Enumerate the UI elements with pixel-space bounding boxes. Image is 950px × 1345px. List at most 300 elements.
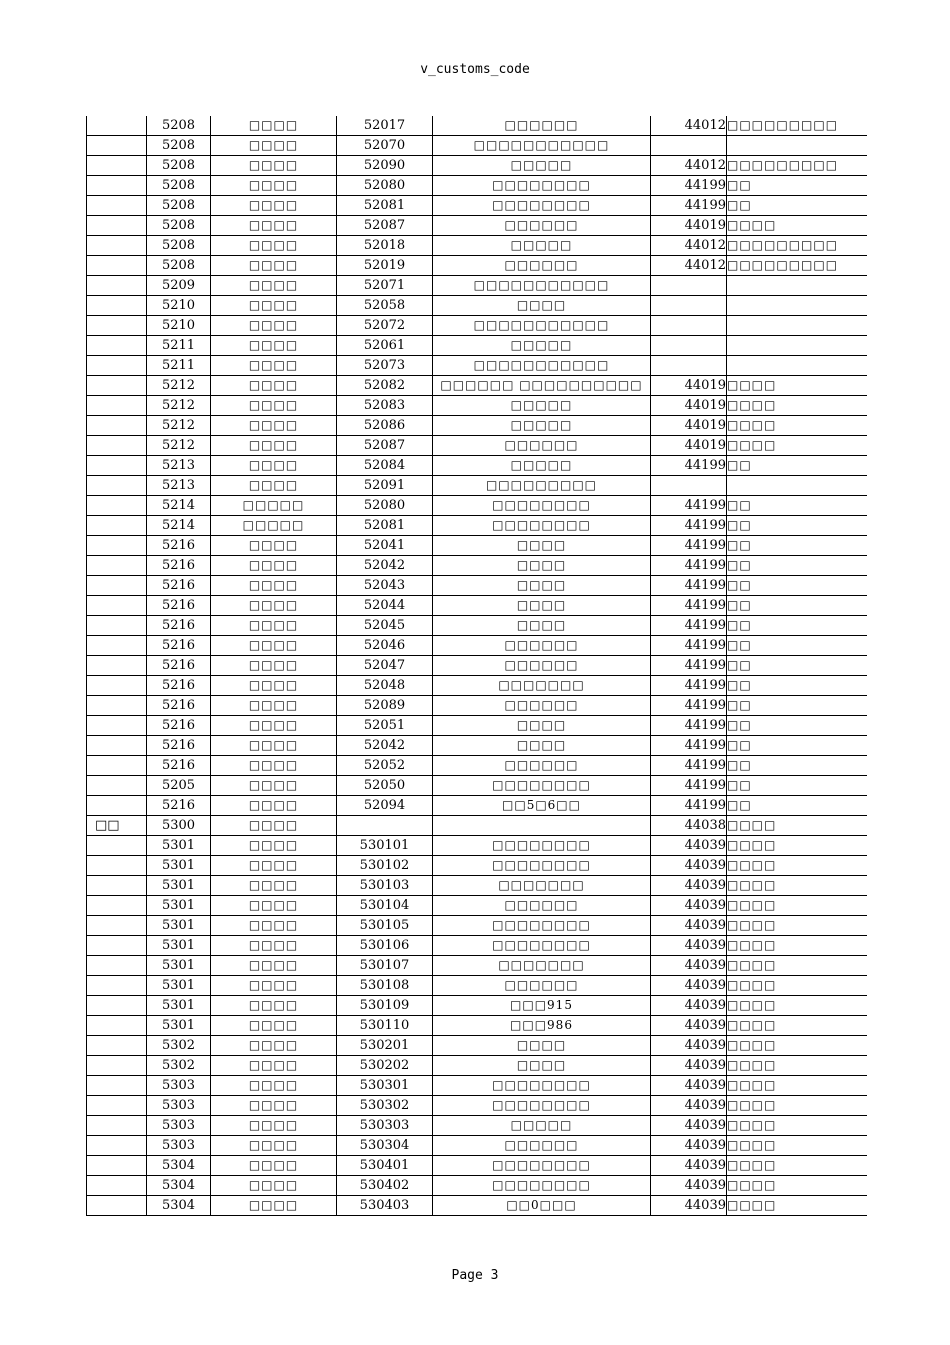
table-row: [87, 876, 868, 896]
category-cell: □□□□: [211, 956, 337, 976]
group-cell: [87, 1036, 147, 1056]
item-code-cell: 52052: [337, 756, 433, 776]
code-cell: 5210: [147, 316, 211, 336]
customs-code-cell: 44199: [651, 576, 727, 596]
customs-code-cell: 44039: [651, 916, 727, 936]
table-row: [87, 616, 868, 636]
group-cell: [87, 116, 147, 136]
customs-code-cell: 44039: [651, 876, 727, 896]
customs-name-cell: □□□□: [727, 1156, 868, 1176]
table-body: [87, 116, 868, 1216]
table-row: [87, 696, 868, 716]
customs-code-cell: 44039: [651, 956, 727, 976]
customs-name-cell: □□□□: [727, 916, 868, 936]
customs-name-cell: □□: [727, 496, 868, 516]
customs-name-cell: □□□□: [727, 1176, 868, 1196]
customs-name-cell: [727, 296, 868, 316]
category-cell: □□□□: [211, 116, 337, 136]
category-cell: □□□□: [211, 336, 337, 356]
table-row: [87, 216, 868, 236]
description-cell: □□0□□□: [433, 1196, 651, 1216]
group-cell: [87, 716, 147, 736]
table-row: [87, 156, 868, 176]
category-cell: □□□□: [211, 436, 337, 456]
code-cell: 5301: [147, 956, 211, 976]
code-cell: 5208: [147, 196, 211, 216]
customs-code-cell: 44039: [651, 856, 727, 876]
category-cell: □□□□: [211, 616, 337, 636]
item-code-cell: 52017: [337, 116, 433, 136]
customs-code-cell: 44199: [651, 616, 727, 636]
description-cell: □□□□□□□□□: [433, 476, 651, 496]
code-cell: 5303: [147, 1076, 211, 1096]
category-cell: □□□□: [211, 1096, 337, 1116]
group-cell: [87, 836, 147, 856]
category-cell: □□□□: [211, 1016, 337, 1036]
group-cell: [87, 296, 147, 316]
code-cell: 5216: [147, 656, 211, 676]
item-code-cell: 52018: [337, 236, 433, 256]
customs-code-cell: 44012: [651, 236, 727, 256]
code-cell: 5210: [147, 296, 211, 316]
category-cell: □□□□: [211, 316, 337, 336]
item-code-cell: 52081: [337, 196, 433, 216]
table-row: [87, 656, 868, 676]
item-code-cell: 530107: [337, 956, 433, 976]
table-row: [87, 236, 868, 256]
group-cell: [87, 276, 147, 296]
customs-code-cell: 44199: [651, 796, 727, 816]
table-row: [87, 1036, 868, 1056]
description-cell: □□□□□: [433, 156, 651, 176]
category-cell: □□□□: [211, 416, 337, 436]
customs-code-cell: 44039: [651, 1016, 727, 1036]
customs-name-cell: □□□□: [727, 1096, 868, 1116]
item-code-cell: 530108: [337, 976, 433, 996]
code-cell: 5208: [147, 116, 211, 136]
group-cell: [87, 876, 147, 896]
table-row: [87, 556, 868, 576]
table-row: [87, 496, 868, 516]
customs-name-cell: □□□□□□□□□: [727, 256, 868, 276]
item-code-cell: 530304: [337, 1136, 433, 1156]
description-cell: □□□□□: [433, 1116, 651, 1136]
table-row: [87, 576, 868, 596]
page-number: Page 3: [451, 1268, 499, 1283]
code-cell: 5216: [147, 576, 211, 596]
category-cell: □□□□: [211, 696, 337, 716]
code-cell: 5208: [147, 236, 211, 256]
group-cell: [87, 496, 147, 516]
group-cell: [87, 736, 147, 756]
category-cell: □□□□: [211, 556, 337, 576]
item-code-cell: 52071: [337, 276, 433, 296]
customs-code-cell: 44199: [651, 656, 727, 676]
customs-code-cell: [651, 336, 727, 356]
description-cell: □□□□□□□□: [433, 776, 651, 796]
item-code-cell: 530202: [337, 1056, 433, 1076]
customs-code-cell: 44199: [651, 536, 727, 556]
description-cell: □□□□□□□□: [433, 936, 651, 956]
category-cell: □□□□: [211, 1156, 337, 1176]
table-row: [87, 1196, 868, 1216]
table-row: [87, 896, 868, 916]
item-code-cell: 530302: [337, 1096, 433, 1116]
category-cell: □□□□: [211, 896, 337, 916]
item-code-cell: 52087: [337, 216, 433, 236]
table-row: [87, 416, 868, 436]
customs-code-cell: [651, 136, 727, 156]
description-cell: □□□□□□: [433, 696, 651, 716]
customs-name-cell: □□□□: [727, 996, 868, 1016]
table-row: [87, 1096, 868, 1116]
group-cell: [87, 756, 147, 776]
customs-code-cell: 44199: [651, 556, 727, 576]
customs-name-cell: □□: [727, 456, 868, 476]
customs-code-cell: 44199: [651, 496, 727, 516]
group-cell: [87, 636, 147, 656]
table-row: [87, 936, 868, 956]
customs-name-cell: □□□□□□□□□: [727, 236, 868, 256]
table-row: [87, 276, 868, 296]
category-cell: □□□□: [211, 356, 337, 376]
category-cell: □□□□: [211, 736, 337, 756]
category-cell: □□□□: [211, 676, 337, 696]
description-cell: □□□□□□: [433, 636, 651, 656]
item-code-cell: 52041: [337, 536, 433, 556]
description-cell: □□□□□: [433, 416, 651, 436]
item-code-cell: 52043: [337, 576, 433, 596]
table-row: [87, 1156, 868, 1176]
item-code-cell: 52094: [337, 796, 433, 816]
group-cell: [87, 1136, 147, 1156]
customs-name-cell: □□□□: [727, 936, 868, 956]
description-cell: □□□□□□: [433, 896, 651, 916]
item-code-cell: 530201: [337, 1036, 433, 1056]
item-code-cell: 52042: [337, 556, 433, 576]
category-cell: □□□□: [211, 536, 337, 556]
code-cell: 5211: [147, 336, 211, 356]
table-row: [87, 176, 868, 196]
description-cell: □□□□□□ □□□□□□□□□□: [433, 376, 651, 396]
item-code-cell: 52051: [337, 716, 433, 736]
code-cell: 5216: [147, 716, 211, 736]
code-cell: 5209: [147, 276, 211, 296]
code-cell: 5301: [147, 856, 211, 876]
customs-name-cell: □□□□: [727, 1116, 868, 1136]
group-cell: [87, 336, 147, 356]
customs-code-cell: 44199: [651, 596, 727, 616]
group-cell: [87, 316, 147, 336]
code-cell: 5216: [147, 636, 211, 656]
customs-code-cell: 44199: [651, 636, 727, 656]
category-cell: □□□□□: [211, 516, 337, 536]
code-cell: 5216: [147, 736, 211, 756]
item-code-cell: 530109: [337, 996, 433, 1016]
customs-code-cell: 44019: [651, 436, 727, 456]
code-cell: 5216: [147, 796, 211, 816]
table-row: [87, 1116, 868, 1136]
group-cell: [87, 196, 147, 216]
description-cell: □□□□□□□□: [433, 516, 651, 536]
group-cell: [87, 1016, 147, 1036]
customs-name-cell: □□: [727, 536, 868, 556]
customs-name-cell: □□: [727, 556, 868, 576]
description-cell: □□□□□□: [433, 756, 651, 776]
code-cell: 5303: [147, 1116, 211, 1136]
customs-code-cell: 44199: [651, 716, 727, 736]
category-cell: □□□□: [211, 1036, 337, 1056]
group-cell: □□: [87, 816, 147, 836]
customs-code-cell: 44199: [651, 516, 727, 536]
customs-name-cell: □□□□: [727, 1016, 868, 1036]
code-cell: 5216: [147, 616, 211, 636]
customs-code-cell: 44038: [651, 816, 727, 836]
table-row: [87, 796, 868, 816]
code-cell: 5212: [147, 396, 211, 416]
customs-name-cell: □□: [727, 576, 868, 596]
category-cell: □□□□: [211, 1176, 337, 1196]
group-cell: [87, 416, 147, 436]
description-cell: □□□□□: [433, 236, 651, 256]
customs-name-cell: □□: [727, 596, 868, 616]
item-code-cell: 52044: [337, 596, 433, 616]
customs-code-cell: 44012: [651, 156, 727, 176]
customs-code-cell: [651, 356, 727, 376]
table-row: [87, 256, 868, 276]
category-cell: □□□□: [211, 756, 337, 776]
group-cell: [87, 956, 147, 976]
code-cell: 5302: [147, 1056, 211, 1076]
table-row: [87, 376, 868, 396]
code-cell: 5214: [147, 516, 211, 536]
category-cell: □□□□: [211, 256, 337, 276]
item-code-cell: 52058: [337, 296, 433, 316]
category-cell: □□□□: [211, 236, 337, 256]
group-cell: [87, 996, 147, 1016]
customs-name-cell: □□: [727, 616, 868, 636]
description-cell: □□□□□□□□: [433, 176, 651, 196]
table-row: [87, 1016, 868, 1036]
code-cell: 5301: [147, 976, 211, 996]
group-cell: [87, 916, 147, 936]
customs-code-cell: 44039: [651, 1176, 727, 1196]
category-cell: □□□□: [211, 396, 337, 416]
code-cell: 5216: [147, 676, 211, 696]
description-cell: □□□□□□□□: [433, 496, 651, 516]
code-cell: 5301: [147, 916, 211, 936]
customs-code-cell: 44039: [651, 1136, 727, 1156]
customs-name-cell: □□□□: [727, 836, 868, 856]
category-cell: □□□□: [211, 916, 337, 936]
customs-code-cell: [651, 276, 727, 296]
code-cell: 5301: [147, 996, 211, 1016]
item-code-cell: 530101: [337, 836, 433, 856]
description-cell: □□□□□□: [433, 656, 651, 676]
customs-code-cell: [651, 316, 727, 336]
category-cell: □□□□: [211, 936, 337, 956]
item-code-cell: 52083: [337, 396, 433, 416]
code-cell: 5301: [147, 896, 211, 916]
group-cell: [87, 796, 147, 816]
item-code-cell: 52086: [337, 416, 433, 436]
item-code-cell: 530105: [337, 916, 433, 936]
customs-name-cell: □□: [727, 696, 868, 716]
customs-code-cell: 44039: [651, 996, 727, 1016]
item-code-cell: 52019: [337, 256, 433, 276]
group-cell: [87, 976, 147, 996]
item-code-cell: 530102: [337, 856, 433, 876]
customs-name-cell: □□: [727, 196, 868, 216]
group-cell: [87, 596, 147, 616]
table-row: [87, 316, 868, 336]
code-cell: 5301: [147, 876, 211, 896]
description-cell: □□□□: [433, 1036, 651, 1056]
group-cell: [87, 536, 147, 556]
customs-name-cell: □□□□: [727, 1056, 868, 1076]
item-code-cell: 530110: [337, 1016, 433, 1036]
description-cell: □□□□□□□□: [433, 856, 651, 876]
customs-name-cell: □□□□: [727, 216, 868, 236]
description-cell: □□□□□□□□: [433, 836, 651, 856]
description-cell: □□□□□: [433, 396, 651, 416]
table-row: [87, 296, 868, 316]
item-code-cell: 52081: [337, 516, 433, 536]
description-cell: □□□□□□□□□□□: [433, 276, 651, 296]
customs-code-cell: 44199: [651, 196, 727, 216]
category-cell: □□□□: [211, 836, 337, 856]
group-cell: [87, 1116, 147, 1136]
customs-code-cell: 44039: [651, 1196, 727, 1216]
customs-name-cell: □□: [727, 516, 868, 536]
item-code-cell: 52042: [337, 736, 433, 756]
customs-code-cell: 44199: [651, 696, 727, 716]
description-cell: □□□□□□: [433, 256, 651, 276]
customs-code-cell: 44039: [651, 836, 727, 856]
customs-name-cell: [727, 136, 868, 156]
category-cell: □□□□: [211, 476, 337, 496]
code-cell: 5304: [147, 1176, 211, 1196]
customs-name-cell: □□□□: [727, 816, 868, 836]
item-code-cell: 52047: [337, 656, 433, 676]
customs-name-cell: □□□□□□□□□: [727, 156, 868, 176]
customs-name-cell: □□□□: [727, 956, 868, 976]
description-cell: □□□□□□□□□□□: [433, 136, 651, 156]
description-cell: □□□□: [433, 616, 651, 636]
code-cell: 5208: [147, 256, 211, 276]
category-cell: □□□□: [211, 456, 337, 476]
group-cell: [87, 216, 147, 236]
description-cell: □□□□: [433, 596, 651, 616]
customs-code-cell: [651, 296, 727, 316]
customs-name-cell: □□□□: [727, 1136, 868, 1156]
code-cell: 5208: [147, 136, 211, 156]
category-cell: □□□□: [211, 276, 337, 296]
description-cell: □□□□□□□□: [433, 1156, 651, 1176]
customs-code-cell: 44039: [651, 1096, 727, 1116]
customs-name-cell: [727, 476, 868, 496]
table-row: [87, 116, 868, 136]
category-cell: □□□□: [211, 996, 337, 1016]
category-cell: □□□□: [211, 1196, 337, 1216]
customs-name-cell: □□□□□□□□□: [727, 116, 868, 136]
description-cell: □□□□□□: [433, 1136, 651, 1156]
category-cell: □□□□: [211, 816, 337, 836]
customs-code-cell: 44039: [651, 896, 727, 916]
customs-name-cell: □□□□: [727, 1076, 868, 1096]
description-cell: □□□915: [433, 996, 651, 1016]
description-cell: □□□□: [433, 296, 651, 316]
table-row: [87, 836, 868, 856]
description-cell: □□□□□□□□: [433, 1096, 651, 1116]
group-cell: [87, 256, 147, 276]
group-cell: [87, 356, 147, 376]
code-cell: 5211: [147, 356, 211, 376]
category-cell: □□□□: [211, 776, 337, 796]
table-row: [87, 756, 868, 776]
category-cell: □□□□: [211, 1136, 337, 1156]
customs-name-cell: □□□□: [727, 436, 868, 456]
page-title: v_customs_code: [420, 62, 530, 77]
group-cell: [87, 576, 147, 596]
item-code-cell: 52073: [337, 356, 433, 376]
table-row: [87, 676, 868, 696]
customs-code-cell: 44199: [651, 756, 727, 776]
table-row: [87, 536, 868, 556]
item-code-cell: [337, 816, 433, 836]
category-cell: □□□□: [211, 1116, 337, 1136]
group-cell: [87, 1156, 147, 1176]
item-code-cell: 530402: [337, 1176, 433, 1196]
customs-code-cell: 44019: [651, 416, 727, 436]
code-cell: 5213: [147, 456, 211, 476]
table-row: [87, 196, 868, 216]
item-code-cell: 52091: [337, 476, 433, 496]
code-cell: 5216: [147, 596, 211, 616]
table-row: [87, 856, 868, 876]
customs-name-cell: □□□□: [727, 416, 868, 436]
description-cell: □□□□: [433, 1056, 651, 1076]
description-cell: □□□□□□: [433, 976, 651, 996]
description-cell: □□□□□: [433, 336, 651, 356]
code-cell: 5208: [147, 156, 211, 176]
code-cell: 5212: [147, 416, 211, 436]
item-code-cell: 52082: [337, 376, 433, 396]
group-cell: [87, 776, 147, 796]
table-row: [87, 1056, 868, 1076]
category-cell: □□□□: [211, 636, 337, 656]
description-cell: □□□□: [433, 716, 651, 736]
code-cell: 5300: [147, 816, 211, 836]
customs-name-cell: [727, 356, 868, 376]
description-cell: □□□□□□□□□□□: [433, 356, 651, 376]
code-cell: 5212: [147, 436, 211, 456]
table-row: [87, 716, 868, 736]
code-cell: 5214: [147, 496, 211, 516]
description-cell: □□□□□□: [433, 116, 651, 136]
item-code-cell: 530301: [337, 1076, 433, 1096]
group-cell: [87, 176, 147, 196]
customs-name-cell: □□: [727, 736, 868, 756]
customs-code-cell: 44039: [651, 976, 727, 996]
item-code-cell: 52080: [337, 496, 433, 516]
code-cell: 5216: [147, 556, 211, 576]
code-cell: 5216: [147, 696, 211, 716]
table-row: [87, 956, 868, 976]
customs-name-cell: [727, 276, 868, 296]
customs-name-cell: □□□□: [727, 876, 868, 896]
item-code-cell: 52050: [337, 776, 433, 796]
